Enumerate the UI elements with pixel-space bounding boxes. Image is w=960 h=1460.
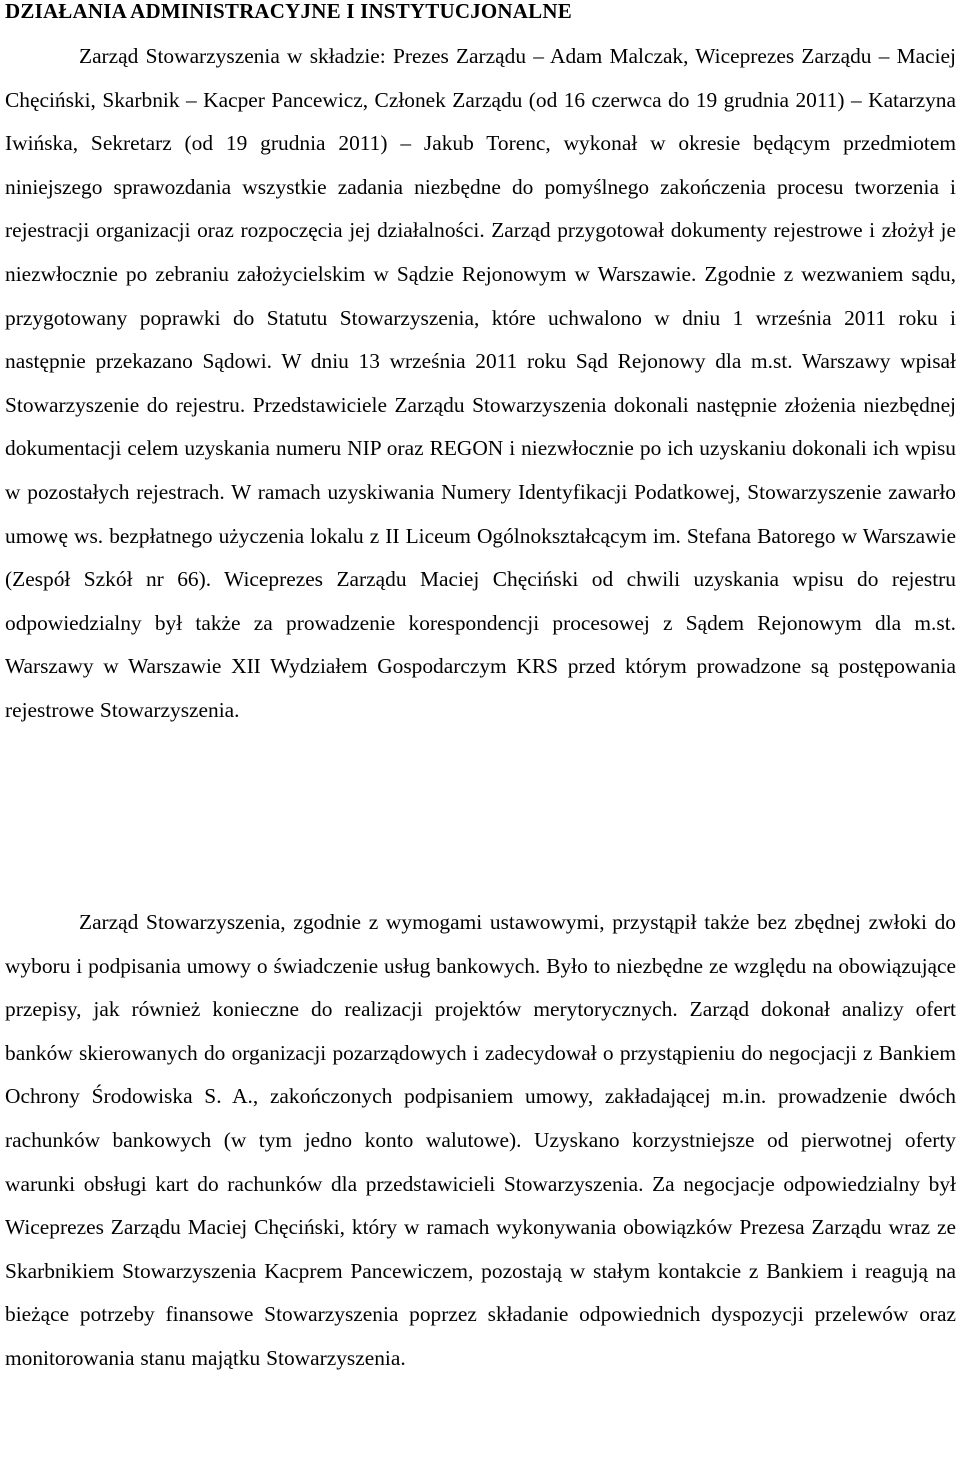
paragraph-management-registration: Zarząd Stowarzyszenia w składzie: Prezes Zarządu – Adam Malczak, Wiceprezes Zarządu – Maciej Chęciński, Skarbnik – Kacper Pancewicz, Członek Zarządu (od 16 czerwca do 19 grudnia 2011) – Katarzyna Iwińska, Sekretarz (od 19 grudnia 2011) – Jakub Torenc, wykonał w okresie będącym przedmiotem niniejszego sprawozdania wszystkie zadania niezbędne do pomyślnego zakończenia procesu tworzenia i rejestracji organizacji oraz rozpoczęcia jej działalności. Zarząd przygotował dokumenty rejestrowe i złożył je niezwłocznie po zebraniu założycielskim w Sądzie Rejonowym w Warszawie. Zgodnie z wezwaniem sądu, przygotowany poprawki do Statutu Stowarzyszenia, które uchwalono w dniu 1 września 2011 roku i następnie przekazano Sądowi. W dniu 13 września 2011 roku Sąd Rejonowy dla m.st. Warszawy wpisał Stowarzyszenie do rejestru. Przedstawiciele Zarządu Stowarzyszenia dokonali następnie złożenia niezbędnej dokumentacji celem uzyskania numeru NIP oraz REGON i niezwłocznie po ich uzyskaniu dokonali ich wpisu w pozostałych rejestrach. W ramach uzyskiwania Numery Identyfikacji Podatkowej, Stowarzyszenie zawarło umowę ws. bezpłatnego użyczenia lokalu z II Liceum Ogólnokształcącym im. Stefana Batorego w Warszawie (Zespół Szkół nr 66). Wiceprezes Zarządu Maciej Chęciński od chwili uzyskania wpisu do rejestru odpowiedzialny był także za prowadzenie korespondencji procesowej z Sądem Rejonowym dla m.st. Warszawy w Warszawie XII Wydziałem Gospodarczym KRS przed którym prowadzone są postępowania rejestrowe Stowarzyszenia. bbox=[5, 44, 956, 722]
paragraph-banking: Zarząd Stowarzyszenia, zgodnie z wymogami ustawowymi, przystąpił także bez zbędnej zwłoki do wyboru i podpisania umowy o świadczenie usług bankowych. Było to niezbędne ze względu na obowiązujące przepisy, jak również konieczne do realizacji projektów merytorycznych. Zarząd dokonał analizy ofert banków skierowanych do organizacji pozarządowych i zadecydował o przystąpieniu do negocjacji z Bankiem Ochrony Środowiska S. A., zakończonych podpisaniem umowy, zakładającej m.in. prowadzenie dwóch rachunków bankowych (w tym jedno konto walutowe). Uzyskano korzystniejsze od pierwotnej oferty warunki obsługi kart do rachunków dla przedstawicieli Stowarzyszenia. Za negocjacje odpowiedzialny był Wiceprezes Zarządu Maciej Chęciński, który w ramach wykonywania obowiązków Prezesa Zarządu wraz ze Skarbnikiem Stowarzyszenia Kacprem Pancewiczem, pozostają w stałym kontakcie z Bankiem i reagują na bieżące potrzeby finansowe Stowarzyszenia poprzez składanie odpowiednich dyspozycji przelewów oraz monitorowania stanu majątku Stowarzyszenia. bbox=[5, 910, 956, 1370]
section-heading: DZIAŁANIA ADMINISTRACYJNE I INSTYTUCJONALNE bbox=[5, 0, 572, 23]
